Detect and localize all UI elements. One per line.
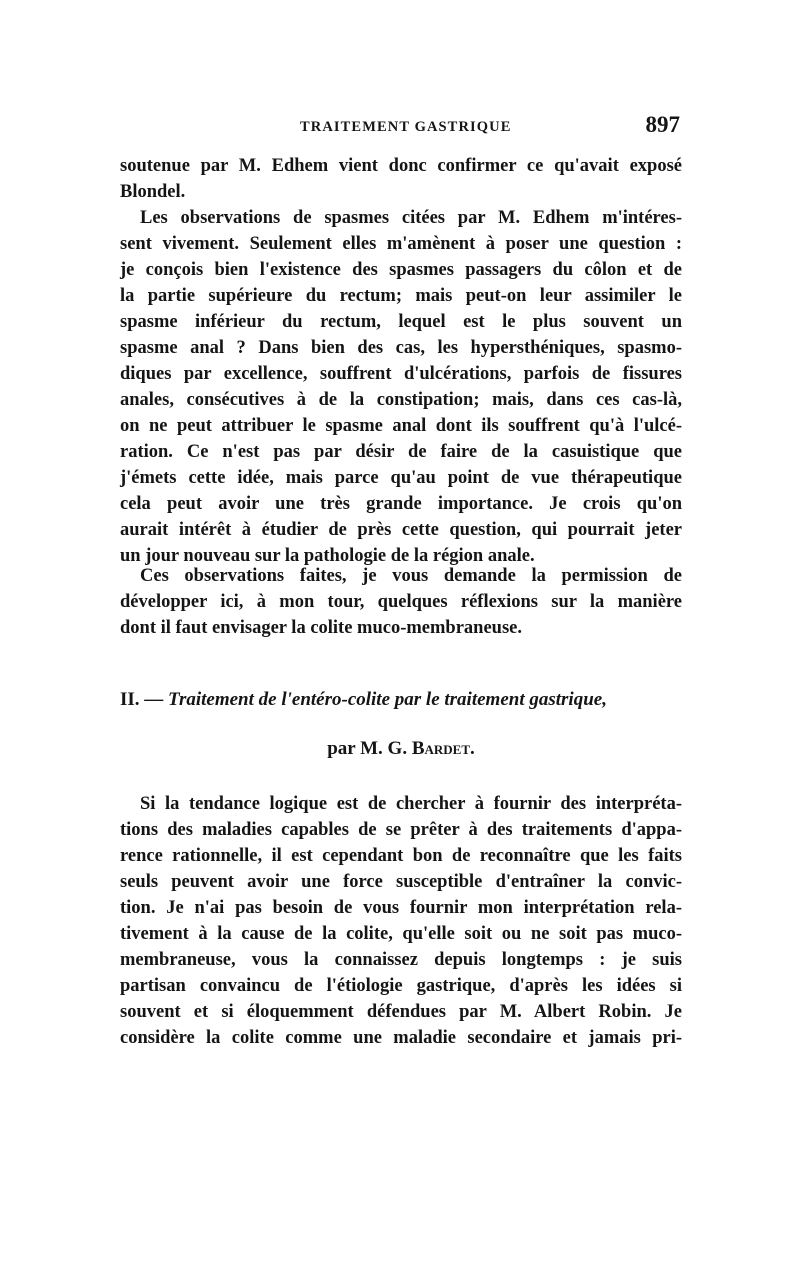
- text-line: j'émets cette idée, mais parce qu'au point de vue thérapeutique: [120, 468, 682, 488]
- text-line: tions des maladies capables de se prêter à des traitements d'appa-: [120, 820, 682, 840]
- text-line: je conçois bien l'existence des spasmes passagers du côlon et de: [120, 260, 682, 280]
- text-line: Les observations de spasmes citées par M. Edhem m'intéres-: [140, 208, 682, 228]
- byline-prefix: par M. G.: [327, 738, 408, 759]
- text-line: soutenue par M. Edhem vient donc confirmer ce qu'avait exposé: [120, 156, 682, 176]
- text-line: la partie supérieure du rectum; mais peut-on leur assimiler le: [120, 286, 682, 306]
- text-line: spasme inférieur du rectum, lequel est le plus souvent un: [120, 312, 682, 332]
- page-number: 897: [645, 112, 680, 137]
- paragraph-spasmes: [120, 205, 682, 569]
- text-line: Blondel.: [120, 182, 186, 202]
- section-heading: [120, 686, 682, 714]
- text-line: un jour nouveau sur la pathologie de la région anale.: [120, 546, 535, 566]
- section-number: II. —: [120, 689, 164, 710]
- text-line: sent vivement. Seulement elles m'amènent à poser une question :: [120, 234, 682, 254]
- text-line: Si la tendance logique est de chercher à fournir des interpréta-: [140, 794, 682, 814]
- section-byline: [120, 735, 682, 763]
- text-line: anales, consécutives à de la constipation; mais, dans ces cas-là,: [120, 390, 682, 410]
- text-line: souvent et si éloquemment défendues par M. Albert Robin. Je: [120, 1002, 682, 1022]
- text-line: on ne peut attribuer le spasme anal dont ils souffrent qu'à l'ulcé-: [120, 416, 682, 436]
- running-header: [120, 112, 680, 142]
- text-line: rence rationnelle, il est cependant bon de reconnaître que les faits: [120, 846, 682, 866]
- paragraph-continuation: [120, 153, 682, 205]
- text-line: aurait intérêt à étudier de près cette question, qui pourrait jeter: [120, 520, 682, 540]
- text-line: spasme anal ? Dans bien des cas, les hypersthéniques, spasmo-: [120, 338, 682, 358]
- running-title: TRAITEMENT GASTRIQUE: [300, 119, 512, 135]
- text-line: tivement à la cause de la colite, qu'elle soit ou ne soit pas muco-: [120, 924, 682, 944]
- paragraph-observations: [120, 563, 682, 641]
- text-line: cela peut avoir une très grande importance. Je crois qu'on: [120, 494, 682, 514]
- text-line: Ces observations faites, je vous demande la permission de: [140, 566, 682, 586]
- text-line: membraneuse, vous la connaissez depuis longtemps : je suis: [120, 950, 682, 970]
- text-line: seuls peuvent avoir une force susceptible d'entraîner la convic-: [120, 872, 682, 892]
- text-line: développer ici, à mon tour, quelques réflexions sur la manière: [120, 592, 682, 612]
- text-line: ration. Ce n'est pas par désir de faire de la casuistique que: [120, 442, 682, 462]
- text-line: tion. Je n'ai pas besoin de vous fournir mon interprétation rela-: [120, 898, 682, 918]
- text-line: partisan convaincu de l'étiologie gastrique, d'après les idées si: [120, 976, 682, 996]
- text-line: dont il faut envisager la colite muco-membraneuse.: [120, 618, 522, 638]
- text-line: diques par excellence, souffrent d'ulcérations, parfois de fissures: [120, 364, 682, 384]
- paragraph-section-body: [120, 791, 682, 1051]
- text-line: considère la colite comme une maladie secondaire et jamais pri-: [120, 1028, 682, 1048]
- byline-author: Bardet.: [411, 738, 475, 759]
- section-title: Traitement de l'entéro-colite par le traitement gastrique,: [168, 689, 607, 710]
